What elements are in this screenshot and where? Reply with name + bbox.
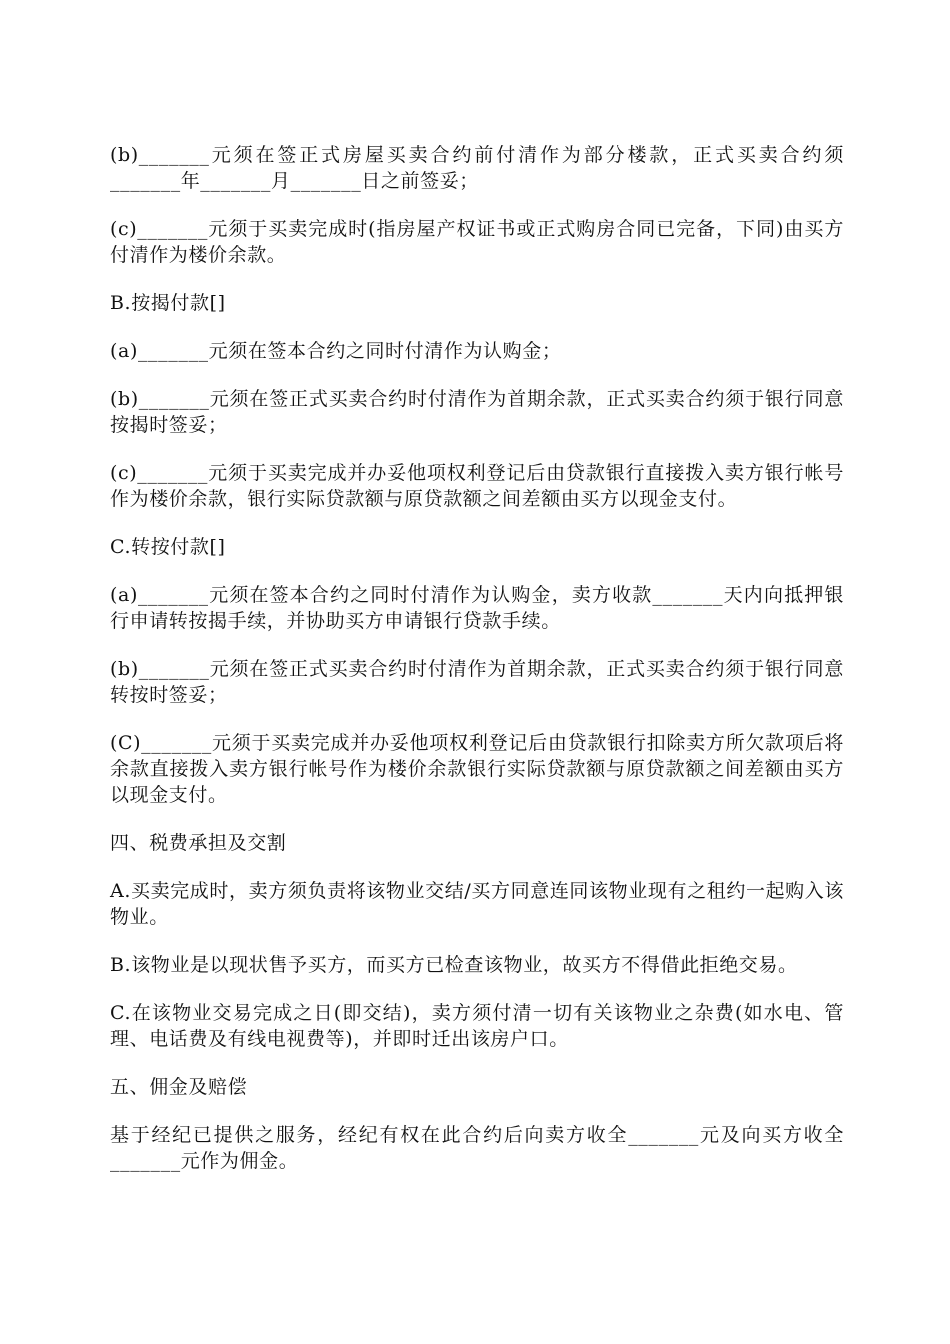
remortgage-clause-a: (a)_______元须在签本合约之同时付清作为认购金，卖方收款_______天内向抵押银行申请转按揭手续，并协助买方申请银行贷款手续。 [110,584,844,632]
clause-b-formal-contract: (b)_______元须在签正式房屋买卖合约前付清作为部分楼款，正式买卖合约须_______年_______月_______日之前签妥； [110,144,844,192]
delivery-clause-c: C.在该物业交易完成之日(即交结)，卖方须付清一切有关该物业之杂费(如水电、管理、电话费及有线电视费等)，并即时迁出该房户口。 [110,1002,844,1050]
mortgage-clause-b: (b)_______元须在签正式买卖合约时付清作为首期余款，正式买卖合约须于银行同意按揭时签妥； [110,388,844,436]
clause-c-completion-balance: (c)_______元须于买卖完成时(指房屋产权证书或正式购房合同已完备，下同)由买方付清作为楼价余款。 [110,218,844,266]
section-mortgage-payment: B.按揭付款[] [110,292,226,314]
mortgage-clause-a: (a)_______元须在签本合约之同时付清作为认购金； [110,340,562,362]
remortgage-clause-c: (C)_______元须于买卖完成并办妥他项权利登记后由贷款银行扣除卖方所欠款项后将余款直接拨入卖方银行帐号作为楼价余款银行实际贷款额与原贷款额之间差额由买方以现金支付。 [110,732,844,806]
remortgage-clause-b: (b)_______元须在签正式买卖合约时付清作为首期余款，正式买卖合约须于银行同意转按时签妥； [110,658,844,706]
delivery-clause-a: A.买卖完成时，卖方须负责将该物业交结/买方同意连同该物业现有之租约一起购入该物业。 [110,880,844,928]
section-remortgage-payment: C.转按付款[] [110,536,226,558]
commission-clause: 基于经纪已提供之服务，经纪有权在此合约后向卖方收全_______元及向买方收全_______元作为佣金。 [110,1124,844,1172]
mortgage-clause-c: (c)_______元须于买卖完成并办妥他项权利登记后由贷款银行直接拨入卖方银行帐号作为楼价余款，银行实际贷款额与原贷款额之间差额由买方以现金支付。 [110,462,844,510]
heading-commission-and-compensation: 五、佣金及赔偿 [110,1076,248,1098]
heading-taxes-and-delivery: 四、税费承担及交割 [110,832,287,854]
delivery-clause-b: B.该物业是以现状售予买方，而买方已检查该物业，故买方不得借此拒绝交易。 [110,954,798,976]
document-body [110,142,844,1174]
